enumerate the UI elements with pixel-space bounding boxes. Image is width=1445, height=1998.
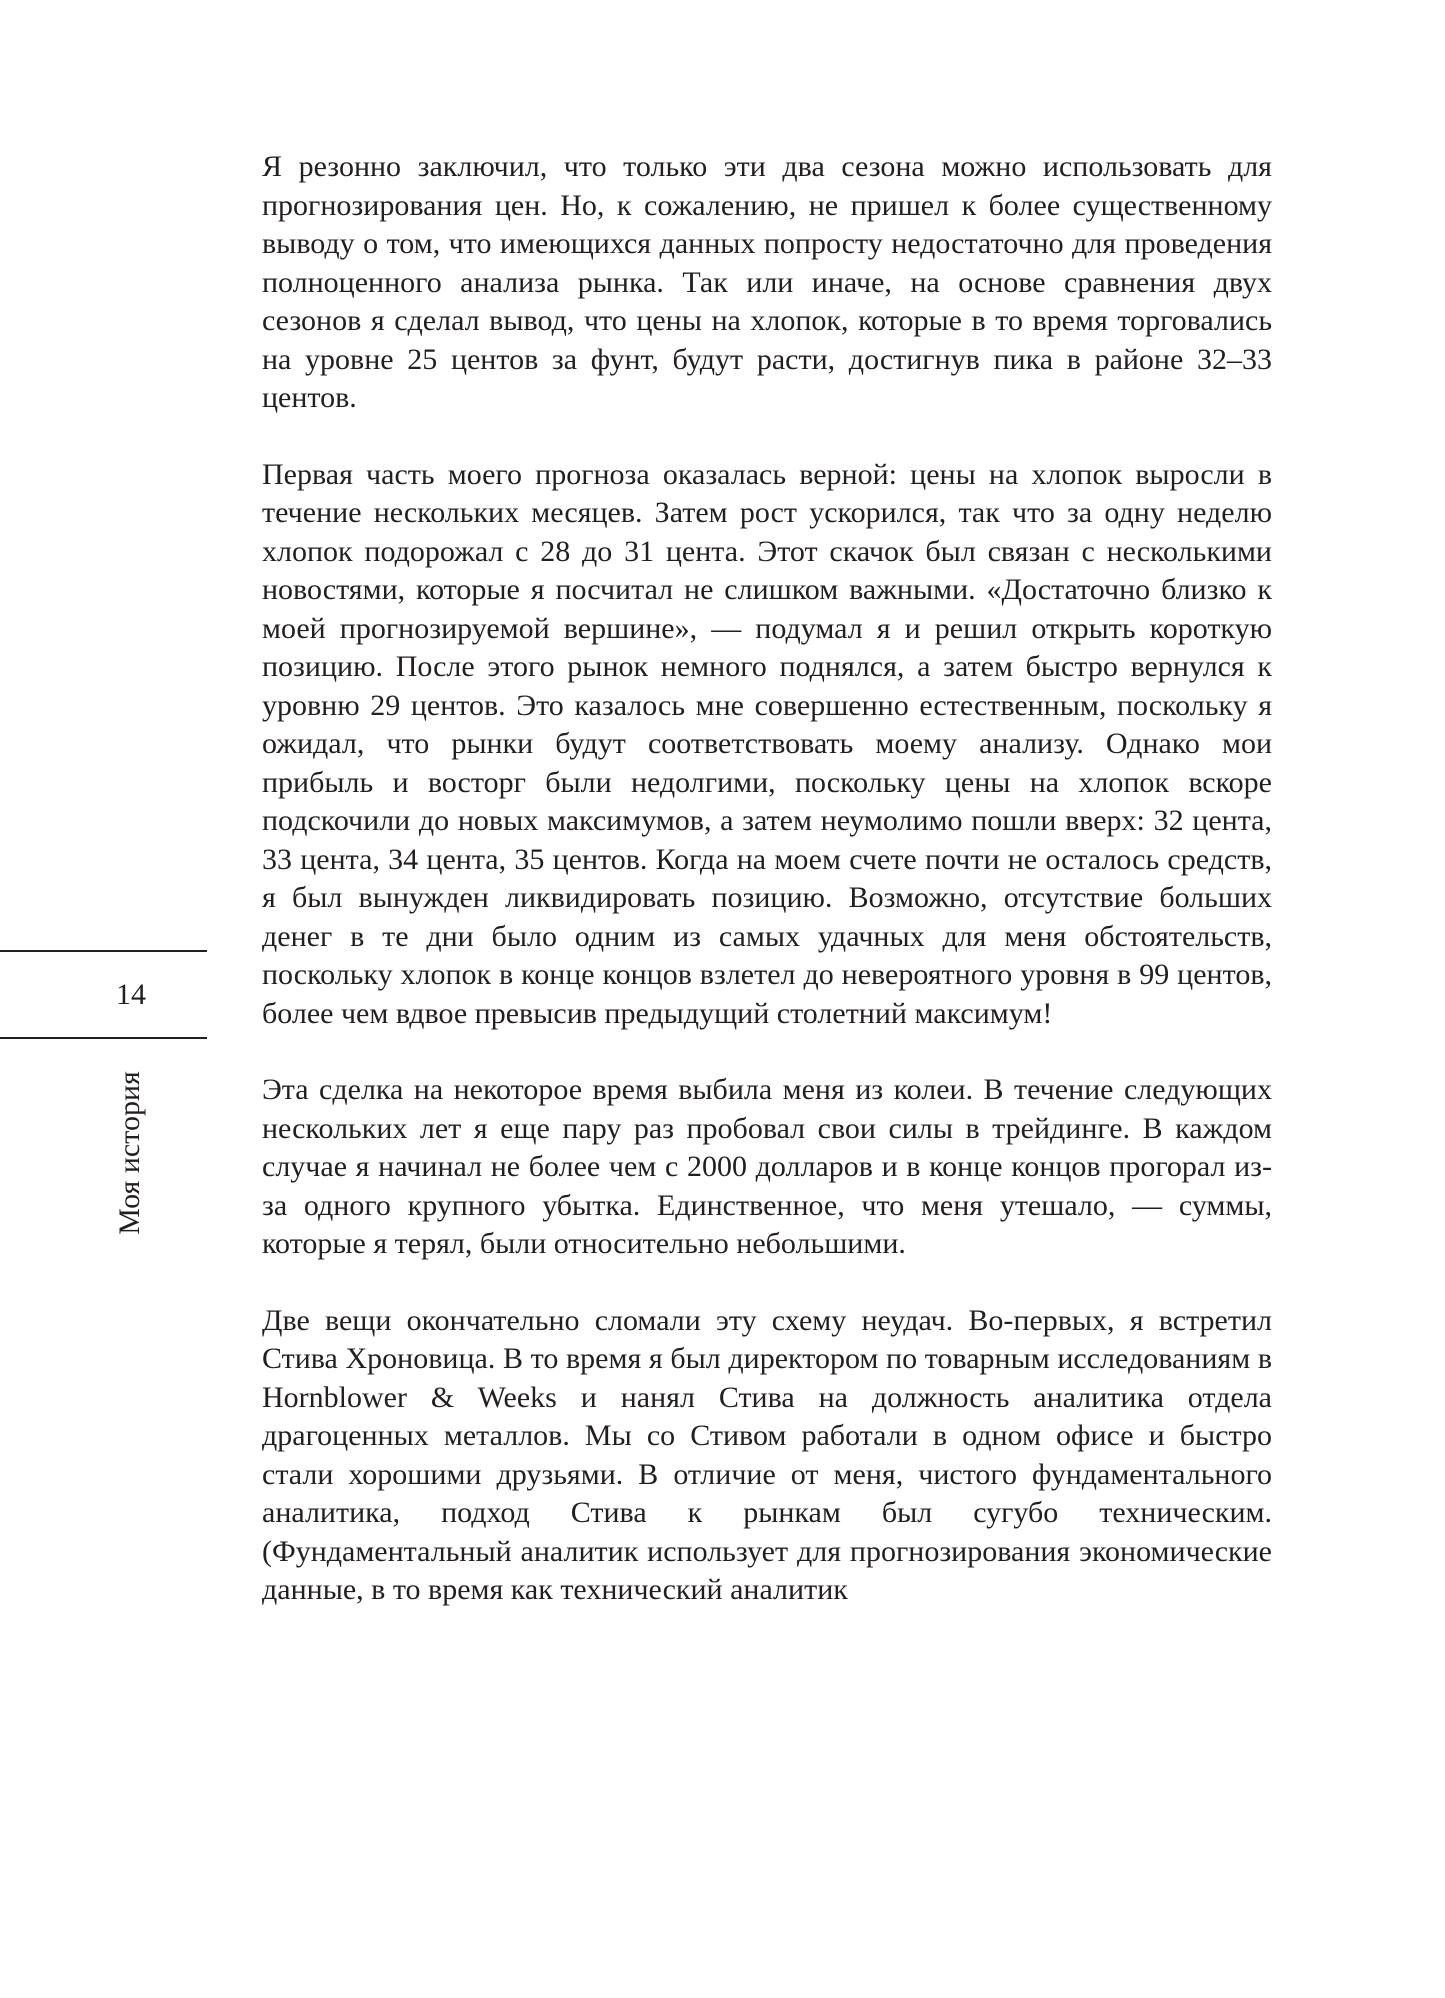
page-number: 14: [116, 978, 146, 1011]
paragraph-4: Две вещи окончательно сломали эту схему неудач. Во-первых, я встретил Стива Хроновица. В то время я был директором по товарным исследованиям в Hornblower & Weeks и нанял Стива на должность аналитика отдела драгоценных металлов. Мы со Стивом работали в одном офисе и быстро стали хорошими друзьями. В отличие от меня, чистого фундаментального аналитика, подход Стива к рынкам был сугубо техническим. (Фундаментальный аналитик использует для прогнозирования экономические данные, в то время как технический аналитик: [262, 1303, 1272, 1606]
paragraph-1: Я резонно заключил, что только эти два сезона можно использовать для прогнозирования цен. Но, к сожалению, не пришел к более существенному выводу о том, что имеющихся данных попросту недостаточно для проведения полноценного анализа рынка. Так или иначе, на основе сравнения двух сезонов я сделал вывод, что цены на хлопок, которые в то время торговались на уровне 25 центов за фунт, будут расти, достигнув пика в районе 32–33 центов.: [262, 150, 1272, 414]
margin-rule-top: [0, 950, 207, 952]
paragraph-3: Эта сделка на некоторое время выбила меня из колеи. В течение следующих нескольких лет я еще пару раз пробовал свои силы в трейдинге. В каждом случае я начинал не более чем с 2000 долларов и в конце концов прогорал из-за одного крупного убытка. Единственное, что меня утешало, — суммы, которые я терял, были относительно небольшими.: [262, 1073, 1272, 1260]
running-head: Моя история: [113, 1071, 146, 1235]
body-text: [262, 148, 1272, 1648]
paragraph-2: Первая часть моего прогноза оказалась верной: цены на хлопок выросли в течение нескольких месяцев. Затем рост ускорился, так что за одну неделю хлопок подорожал с 28 до 31 цента. Этот скачок был связан с несколькими новостями, которые я посчитал не слишком важными. «Достаточно близко к моей прогнозируемой вершине», — подумал я и решил открыть короткую позицию. После этого рынок немного поднялся, а затем быстро вернулся к уровню 29 центов. Это казалось мне совершенно естественным, поскольку я ожидал, что рынки будут соответствовать моему анализу. Однако мои прибыль и восторг были недолгими, поскольку цены на хлопок вскоре подскочили до новых максимумов, а затем неумолимо пошли вверх: 32 цента, 33 цента, 34 цента, 35 центов. Когда на моем счете почти не осталось средств, я был вынужден ликвидировать позицию. Возможно, отсутствие больших денег в те дни было одним из самых удачных для меня обстоятельств, поскольку хлопок в конце концов взлетел до невероятного уровня в 99 центов, более чем вдвое превысив предыдущий столетний максимум!: [262, 457, 1272, 1030]
margin-rule-bottom: [0, 1037, 207, 1039]
